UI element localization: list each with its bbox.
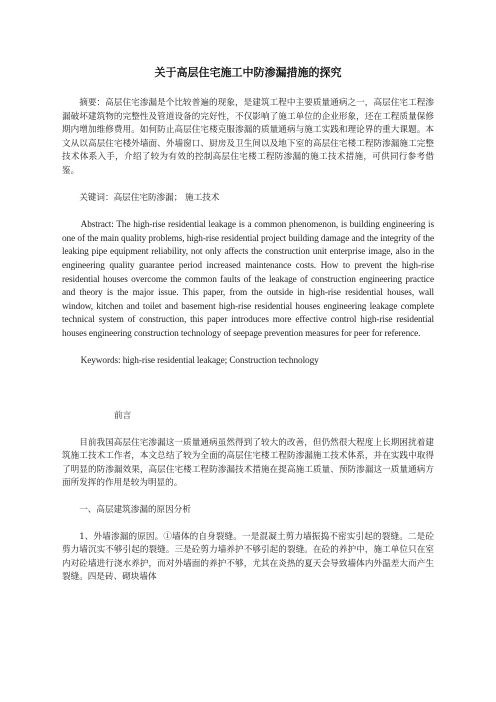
- abstract-chinese: 摘要：高层住宅渗漏是个比较普遍的现象，是建筑工程中主要质量通病之一，高层住宅工程渗漏破坏建筑物的完整性及管道设备的完好性，不仅影响了施工单位的企业形象，还在工程质量保修期内增加维修费用。如何防止高层住宅楼克服渗漏的质量通病与施工实践和理论界的重大课题。本文从以高层住宅楼外墙面、外墙窗口、厨房及卫生间以及地下室的高层住宅楼工程防渗漏施工完整技术体系入手，介绍了较为有效的控制高层住宅楼工程防渗漏的施工技术措施，可供同行参考借鉴。: [62, 98, 434, 176]
- section-heading-causes: 一、高层建筑渗漏的原因分析: [79, 505, 191, 516]
- document-page: [62, 66, 434, 585]
- section-paragraph-wall-leakage: 1、外墙渗漏的原因。①墙体的自身裂缝。一是混凝土剪力墙振捣不密实引起的裂缝。二是砼剪力墙沉实不够引起的裂缝。三是砼剪力墙养护不够引起的裂缝。在砼的养护中，施工单位只在室内对砼墙进行浇水养护，而对外墙面的养护不够，尤其在炎热的夏天会导致墙体内外温差大而产生裂缝。四是砖、砌块墙体: [62, 531, 434, 583]
- paper-title: 关于高层住宅施工中防渗漏措施的探究: [154, 66, 342, 79]
- preface-body: 目前我国高层住宅渗漏这一质量通病虽然得到了较大的改善，但仍然很大程度上长期困扰着建筑施工技术工作者，本文总结了较为全面的高层住宅楼工程防渗漏施工技术体系，并在实践中取得了明显的防渗漏效果，高层住宅楼工程防渗漏技术措施在提高施工质量、预防渗漏这一质量通病方面所发挥的作用是较为明显的。: [62, 437, 434, 489]
- preface-heading: 前言: [114, 411, 132, 422]
- keywords-english: Keywords: high-rise residential leakage; Construction technology: [80, 355, 319, 366]
- abstract-english: Abstract: The high-rise residential leakage is a common phenomenon, is building engineering is one of the main quality problems, high-rise residential project building damage and the integrity of the leaking pipe equipment reliability, not only affects the construction unit enterprise image, also in the engineering quality guarantee period increased maintenance costs. How to prevent the high-rise residential houses overcome the common faults of the leakage of construction engineering practice and theory is the major issue. This paper, from the outside in high-rise residential houses, wall window, kitchen and toilet and basement high-rise residential houses engineering leakage complete technical system of construction, this paper introduces more effective control high-rise residential houses engineering construction technology of seepage prevention measures for peer for reference.: [62, 220, 434, 339]
- keywords-chinese: 关键词：高层住宅防渗漏； 施工技术: [79, 192, 220, 203]
